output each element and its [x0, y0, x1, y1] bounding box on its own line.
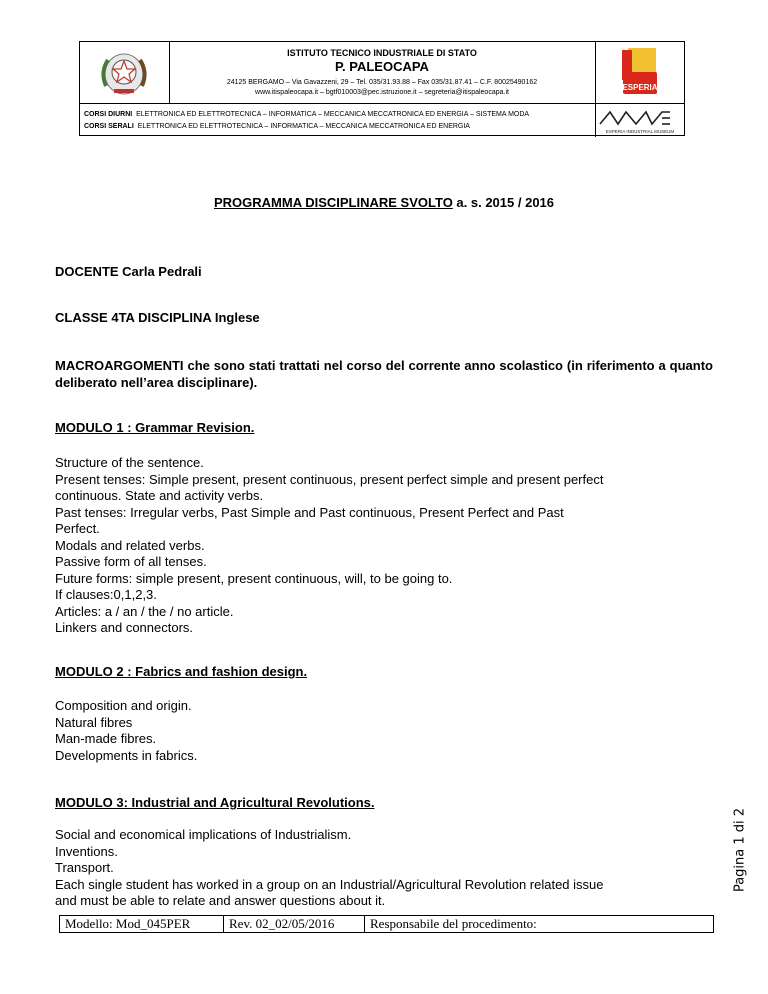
- logo-text: ESPERIA: [622, 83, 658, 92]
- list-item: Natural fibres: [55, 714, 133, 730]
- list-item: Present tenses: Simple present, present continuous, present perfect simple and present perfect: [55, 471, 604, 487]
- footer-revision: Rev. 02_02/05/2016: [224, 916, 365, 932]
- list-item: Developments in fabrics.: [55, 747, 198, 763]
- museum-logo: [596, 103, 685, 137]
- esperia-logo: [596, 42, 685, 103]
- module-1-title: MODULO 1 : Grammar Revision.: [55, 420, 255, 435]
- footer-model: Modello: Mod_045PER: [60, 916, 224, 932]
- list-item: Man-made fibres.: [55, 731, 157, 746]
- list-item: Social and economical implications of Industrialism.: [55, 827, 352, 842]
- evening-courses: ELETTRONICA ED ELETTROTECNICA – INFORMATICA – MECCANICA MECCATRONICA ED ENERGIA: [137, 123, 470, 130]
- list-item: Composition and origin.: [55, 698, 192, 713]
- teacher-line: DOCENTE Carla Pedrali: [55, 264, 202, 279]
- institute-name: P. PALEOCAPA: [335, 59, 429, 74]
- list-item: Linkers and connectors.: [55, 620, 194, 635]
- list-item: and must be able to relate and answer questions about it.: [55, 893, 386, 908]
- esperia-logo-icon: [596, 42, 685, 103]
- module-3-title: MODULO 3: Industrial and Agricultural Revolutions.: [55, 795, 375, 810]
- italian-emblem: [80, 42, 170, 103]
- institute-type: ISTITUTO TECNICO INDUSTRIALE DI STATO: [287, 48, 477, 58]
- list-item: Each single student has worked in a group on an Industrial/Agricultural Revolution related issue: [55, 876, 604, 892]
- page-number-label: Pagina 1 di 2: [732, 807, 748, 893]
- list-item: Perfect.: [55, 521, 100, 536]
- museum-label: ESPERIA INDUSTRIAL MUSEUM: [605, 129, 675, 134]
- institute-address: 24125 BERGAMO – Via Gavazzeni, 29 – Tel. 035/31.93.88 – Fax 035/31.87.41 – C.F. 80025490162: [226, 79, 538, 86]
- module-2-title: MODULO 2 : Fabrics and fashion design.: [55, 664, 308, 679]
- institute-web: www.itispaleocapa.it – bgtf010003@pec.istruzione.it – segreteria@itispaleocapa.it: [255, 89, 509, 96]
- title-year: a. s. 2015 / 2016: [452, 195, 555, 210]
- evening-courses-label: CORSI SERALI: [84, 123, 134, 130]
- list-item: Modals and related verbs.: [55, 537, 205, 553]
- module-3-content: [55, 827, 725, 910]
- star-emblem-icon: [80, 42, 169, 103]
- list-item: Transport.: [55, 860, 114, 875]
- list-item: Structure of the sentence.: [55, 455, 204, 470]
- list-item: continuous. State and activity verbs.: [55, 488, 264, 503]
- list-item: Passive form of all tenses.: [55, 554, 207, 569]
- list-item: If clauses:0,1,2,3.: [55, 587, 157, 602]
- course-list: [84, 109, 529, 133]
- day-courses: ELETTRONICA ED ELETTROTECNICA – INFORMATICA – MECCANICA MECCATRONICA ED ENERGIA – SISTEMA MODA: [136, 111, 530, 118]
- footer-table: [59, 915, 714, 933]
- macro-topics: MACROARGOMENTI che sono stati trattati nel corso del corrente anno scolastico (in riferimento a quanto deliberato nell’area disciplinare).: [55, 358, 713, 390]
- title-main: PROGRAMMA DISCIPLINARE SVOLTO: [213, 195, 453, 210]
- page-title: [0, 195, 768, 210]
- logo-column: [595, 42, 685, 137]
- class-line: CLASSE 4TA DISCIPLINA Inglese: [55, 310, 260, 325]
- list-item: Articles: a / an / the / no article.: [55, 603, 234, 619]
- list-item: Future forms: simple present, present continuous, will, to be going to.: [55, 570, 453, 586]
- list-item: Inventions.: [55, 843, 118, 859]
- footer-responsible: Responsabile del procedimento:: [370, 916, 537, 931]
- museum-logo-icon: [596, 104, 685, 137]
- module-2-content: [55, 698, 725, 764]
- list-item: Past tenses: Irregular verbs, Past Simple and Past continuous, Present Perfect and Past: [55, 504, 564, 520]
- module-1-content: [55, 455, 725, 637]
- letterhead: [79, 41, 685, 136]
- institute-info: [169, 42, 595, 103]
- day-courses-label: CORSI DIURNI: [84, 111, 133, 118]
- page-number: [728, 790, 752, 910]
- letterhead-top-row: [80, 42, 684, 104]
